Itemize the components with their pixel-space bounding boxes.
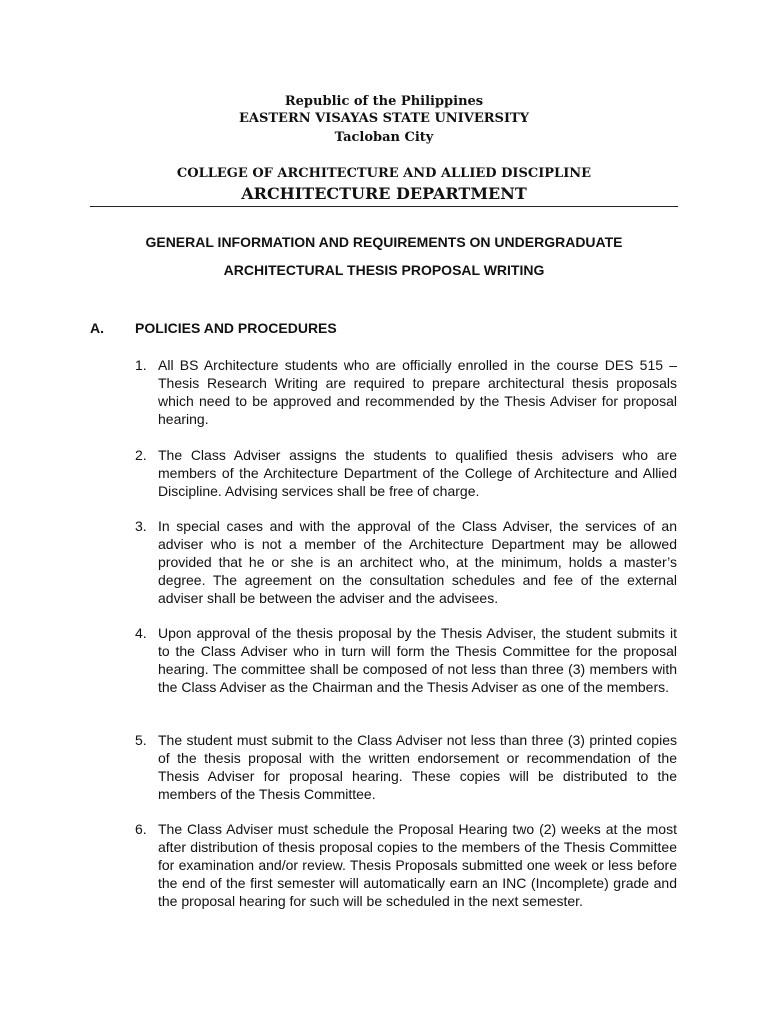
list-item-text: All BS Architecture students who are officially enrolled in the course DES 515 – Thesis Research Writing are required to prepare architectural thesis proposals which need to be approved and recommended by the Thesis Adviser for proposal hearing. — [158, 357, 677, 427]
list-item-number: 1. — [135, 357, 147, 373]
list-item — [135, 820, 677, 910]
list-item — [135, 356, 677, 428]
list-item — [135, 517, 677, 607]
section-letter: A. — [90, 320, 104, 336]
header-college: COLLEGE OF ARCHITECTURE AND ALLIED DISCIPLINE — [176, 166, 592, 181]
header-country: Republic of the Philippines — [284, 94, 484, 109]
list-item — [135, 446, 677, 500]
list-item-text: The Class Adviser must schedule the Proposal Hearing two (2) weeks at the most after distribution of thesis proposal copies to the members of the Thesis Committee for examination and/or review. Thesis Proposals submitted one week or less before the end of the first semester will automatically earn an INC (Incomplete) grade and the proposal hearing for such will be scheduled in the next semester. — [158, 821, 677, 909]
list-item — [135, 624, 677, 696]
header-divider — [90, 206, 678, 207]
document-title-line1: GENERAL INFORMATION AND REQUIREMENTS ON UNDERGRADUATE — [145, 234, 623, 250]
document-title-line2: ARCHITECTURAL THESIS PROPOSAL WRITING — [223, 262, 545, 278]
list-item-text: In special cases and with the approval of the Class Adviser, the services of an adviser who is not a member of the Architecture Department may be allowed provided that he or she is an architect who, at the minimum, holds a master’s degree. The agreement on the consultation schedules and fee of the external adviser shall be between the adviser and the advisees. — [158, 518, 677, 606]
list-item-text: The Class Adviser assigns the students to qualified thesis advisers who are members of the Architecture Department of the College of Architecture and Allied Discipline. Advising services shall be free of charge. — [158, 447, 677, 499]
list-item — [135, 731, 677, 803]
list-item-number: 2. — [135, 447, 147, 463]
list-item-number: 4. — [135, 625, 147, 641]
list-item-text: The student must submit to the Class Adviser not less than three (3) printed copies of the thesis proposal with the written endorsement or recommendation of the Thesis Adviser for proposal hearing. These copies will be distributed to the members of the Thesis Committee. — [158, 732, 677, 802]
header-university: EASTERN VISAYAS STATE UNIVERSITY — [239, 111, 529, 126]
list-item-number: 3. — [135, 518, 147, 534]
section-name: POLICIES AND PROCEDURES — [135, 320, 337, 336]
header-department: ARCHITECTURE DEPARTMENT — [241, 184, 527, 203]
list-item-number: 6. — [135, 821, 147, 837]
list-item-number: 5. — [135, 732, 147, 748]
header-city: Tacloban City — [334, 130, 434, 145]
list-item-text: Upon approval of the thesis proposal by the Thesis Adviser, the student submits it to the Class Adviser who in turn will form the Thesis Committee for the proposal hearing. The committee shall be composed of not less than three (3) members with the Class Adviser as the Chairman and the Thesis Adviser as one of the members. — [158, 625, 677, 695]
